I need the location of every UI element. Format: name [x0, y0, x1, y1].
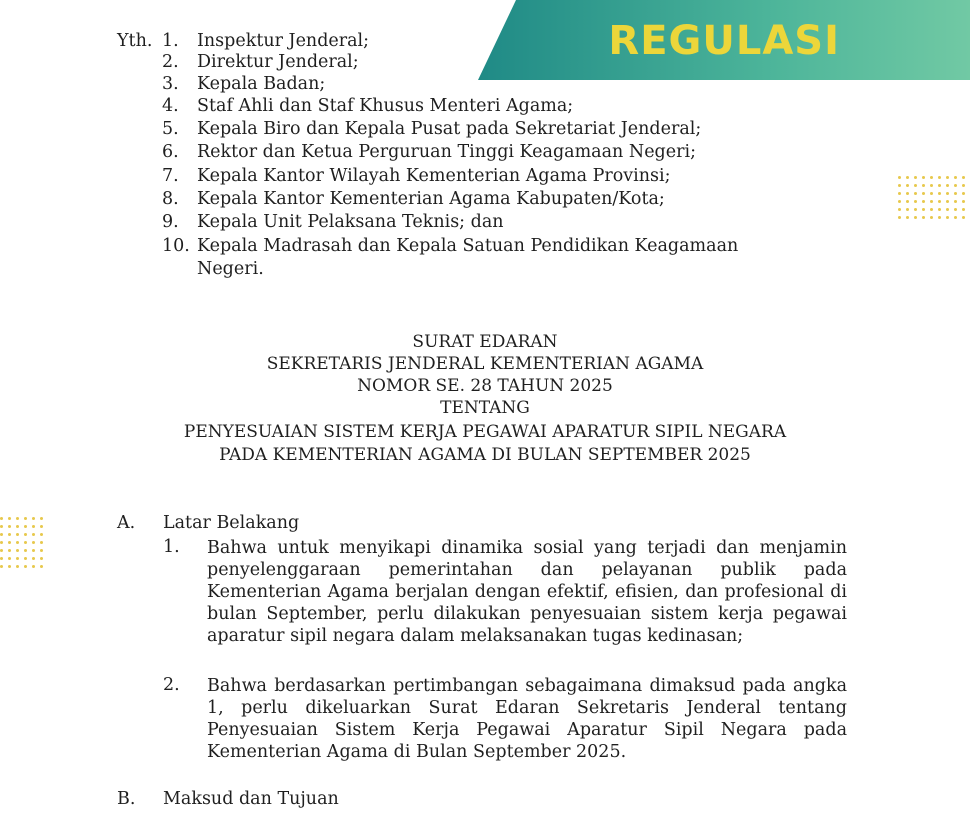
title-line: NOMOR SE. 28 TAHUN 2025	[357, 376, 613, 396]
decorative-dot	[40, 541, 43, 544]
decorative-dot	[32, 565, 35, 568]
decorative-dot	[24, 525, 27, 528]
decorative-dot	[946, 176, 949, 179]
decorative-dot	[906, 208, 909, 211]
decorative-dot	[32, 541, 35, 544]
point-text: Bahwa berdasarkan pertimbangan sebagaimana dimaksud pada angka 1, perlu dikeluarkan Surat Edaran Sekretaris Jenderal tentang Penyesuaian Sistem Kerja Pegawai Aparatur Sipil Negara pada Kementerian Agama di Bulan September 2025.	[207, 676, 847, 762]
decorative-dot	[906, 216, 909, 219]
decorative-dot	[8, 525, 11, 528]
decorative-dot	[922, 192, 925, 195]
recipient-item: Kepala Madrasah dan Kepala Satuan Pendidikan Keagamaan	[197, 236, 739, 256]
recipient-number: 8.	[162, 189, 179, 209]
decorative-dot	[930, 184, 933, 187]
recipient-number: 2.	[162, 52, 179, 72]
section-heading: Maksud dan Tujuan	[163, 789, 339, 809]
decorative-dot	[954, 208, 957, 211]
decorative-dots-left	[0, 517, 48, 573]
decorative-dot	[922, 208, 925, 211]
decorative-dot	[946, 208, 949, 211]
decorative-dot	[8, 533, 11, 536]
decorative-dot	[898, 208, 901, 211]
decorative-dot	[946, 216, 949, 219]
decorative-dot	[24, 565, 27, 568]
decorative-dot	[930, 216, 933, 219]
decorative-dot	[16, 557, 19, 560]
decorative-dot	[898, 176, 901, 179]
decorative-dot	[930, 208, 933, 211]
decorative-dot	[0, 549, 3, 552]
decorative-dot	[16, 533, 19, 536]
decorative-dot	[938, 200, 941, 203]
decorative-dot	[906, 176, 909, 179]
decorative-dot	[40, 557, 43, 560]
recipient-item: Kepala Biro dan Kepala Pusat pada Sekretariat Jenderal;	[197, 119, 702, 139]
decorative-dot	[946, 192, 949, 195]
decorative-dot	[962, 192, 965, 195]
decorative-dot	[24, 517, 27, 520]
recipients-prefix: Yth.	[117, 31, 153, 51]
decorative-dot	[930, 176, 933, 179]
recipient-number: 6.	[162, 142, 179, 162]
decorative-dot	[930, 192, 933, 195]
recipient-item: Kepala Unit Pelaksana Teknis; dan	[197, 212, 504, 232]
decorative-dot	[946, 184, 949, 187]
recipient-number: 10.	[162, 236, 190, 256]
decorative-dot	[0, 533, 3, 536]
decorative-dot	[40, 565, 43, 568]
decorative-dot	[922, 176, 925, 179]
section-letter: A.	[117, 513, 136, 533]
section-letter: B.	[117, 789, 136, 809]
point-paragraph	[207, 675, 847, 763]
decorative-dot	[962, 184, 965, 187]
decorative-dot	[946, 200, 949, 203]
recipient-number: 3.	[162, 74, 179, 94]
decorative-dot	[40, 533, 43, 536]
decorative-dot	[930, 200, 933, 203]
decorative-dot	[0, 565, 3, 568]
decorative-dots-right	[898, 176, 970, 228]
decorative-dot	[954, 192, 957, 195]
decorative-dot	[914, 192, 917, 195]
decorative-dot	[914, 216, 917, 219]
decorative-dot	[898, 192, 901, 195]
decorative-dot	[898, 184, 901, 187]
decorative-dot	[8, 565, 11, 568]
decorative-dot	[24, 557, 27, 560]
title-line: SEKRETARIS JENDERAL KEMENTERIAN AGAMA	[266, 354, 704, 374]
recipient-number: 7.	[162, 166, 179, 186]
decorative-dot	[914, 208, 917, 211]
decorative-dot	[40, 549, 43, 552]
decorative-dot	[938, 208, 941, 211]
recipient-number: 1.	[162, 31, 179, 51]
point-text: Bahwa untuk menyikapi dinamika sosial yang terjadi dan menjamin penyelenggaraan pemerintahan dan pelayanan publik pada Kementerian Agama berjalan dengan efektif, efisien, dan profesional di bulan September, perlu dilakukan penyesuaian sistem kerja pegawai aparatur sipil negara dalam melaksanakan tugas kedinasan;	[207, 538, 847, 646]
decorative-dot	[24, 533, 27, 536]
decorative-dot	[914, 184, 917, 187]
decorative-dot	[40, 517, 43, 520]
decorative-dot	[914, 200, 917, 203]
recipient-item: Rektor dan Ketua Perguruan Tinggi Keagamaan Negeri;	[197, 142, 696, 162]
decorative-dot	[954, 200, 957, 203]
decorative-dot	[16, 565, 19, 568]
recipient-item: Direktur Jenderal;	[197, 52, 359, 72]
decorative-dot	[32, 549, 35, 552]
recipient-item: Kepala Kantor Wilayah Kementerian Agama Provinsi;	[197, 166, 671, 186]
decorative-dot	[914, 176, 917, 179]
recipient-item: Kepala Badan;	[197, 74, 326, 94]
decorative-dot	[962, 176, 965, 179]
decorative-dot	[32, 557, 35, 560]
point-paragraph	[207, 537, 847, 647]
recipient-item: Kepala Kantor Kementerian Agama Kabupaten/Kota;	[197, 189, 665, 209]
decorative-dot	[938, 184, 941, 187]
decorative-dot	[906, 200, 909, 203]
recipient-item: Staf Ahli dan Staf Khusus Menteri Agama;	[197, 96, 574, 116]
recipient-item-continuation: Negeri.	[197, 259, 264, 279]
decorative-dot	[16, 517, 19, 520]
decorative-dot	[922, 200, 925, 203]
decorative-dot	[906, 184, 909, 187]
title-line: PADA KEMENTERIAN AGAMA DI BULAN SEPTEMBER 2025	[219, 445, 751, 465]
recipient-number: 9.	[162, 212, 179, 232]
decorative-dot	[906, 192, 909, 195]
decorative-dot	[922, 184, 925, 187]
decorative-dot	[24, 549, 27, 552]
decorative-dot	[16, 549, 19, 552]
decorative-dot	[962, 208, 965, 211]
decorative-dot	[0, 557, 3, 560]
banner-label: REGULASI	[608, 18, 840, 64]
decorative-dot	[954, 216, 957, 219]
point-number: 1.	[163, 537, 180, 557]
decorative-dot	[16, 525, 19, 528]
decorative-dot	[0, 525, 3, 528]
decorative-dot	[8, 517, 11, 520]
title-line: PENYESUAIAN SISTEM KERJA PEGAWAI APARATUR SIPIL NEGARA	[183, 422, 787, 442]
point-number: 2.	[163, 675, 180, 695]
section-heading: Latar Belakang	[163, 513, 300, 533]
title-line: TENTANG	[440, 398, 530, 418]
decorative-dot	[954, 184, 957, 187]
decorative-dot	[938, 176, 941, 179]
decorative-dot	[24, 541, 27, 544]
decorative-dot	[898, 200, 901, 203]
decorative-dot	[954, 176, 957, 179]
decorative-dot	[938, 192, 941, 195]
decorative-dot	[8, 557, 11, 560]
decorative-dot	[922, 216, 925, 219]
recipient-number: 5.	[162, 119, 179, 139]
decorative-dot	[962, 216, 965, 219]
decorative-dot	[0, 517, 3, 520]
recipient-item: Inspektur Jenderal;	[197, 31, 370, 51]
decorative-dot	[8, 541, 11, 544]
decorative-dot	[8, 549, 11, 552]
decorative-dot	[962, 200, 965, 203]
decorative-dot	[32, 517, 35, 520]
title-line: SURAT EDARAN	[412, 332, 558, 352]
decorative-dot	[32, 525, 35, 528]
decorative-dot	[898, 216, 901, 219]
decorative-dot	[938, 216, 941, 219]
decorative-dot	[16, 541, 19, 544]
decorative-dot	[40, 525, 43, 528]
decorative-dot	[0, 541, 3, 544]
recipient-number: 4.	[162, 96, 179, 116]
decorative-dot	[32, 533, 35, 536]
